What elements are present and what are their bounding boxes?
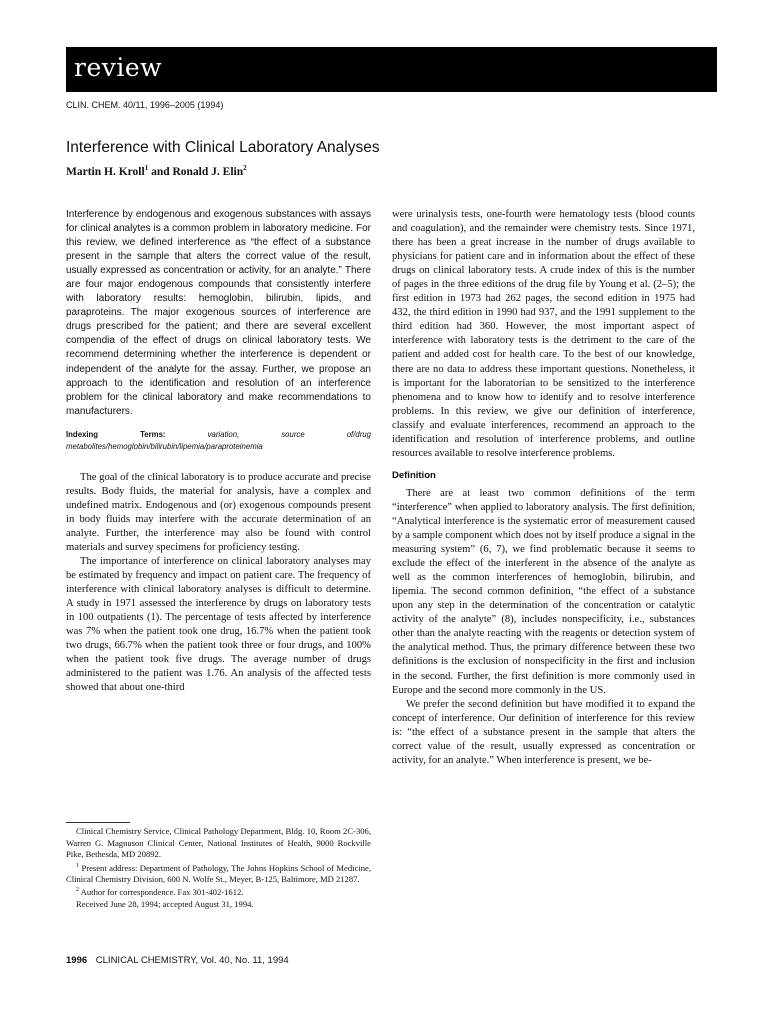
section-band bbox=[66, 47, 717, 92]
indexing-values: variation, source of/drug metabolites/hemoglobin/bilirubin/lipemia/paraproteinemia bbox=[66, 429, 371, 451]
right-column bbox=[392, 208, 695, 768]
body-paragraph: There are at least two common definitions of the term “interference” when applied to laboratory analysis. The first definition, “Analytical interference is the systematic error of measurement caused by a sample component which does not by itself produce a signal in the measuring system” (6, 7), we find problematic because it seems to exclude the effect of the interferent in the absence of the analyte as well as the common interferences of hemoglobin, bilirubin, and lipemia. The second common definition, “the effect of a substance upon any step in the determination of the concentration or catalytic activity of the analyte” (8), includes nonspecificity, i.e., substances other than the analyte reacting with the reagents or detection system of the analytical method. Thus, the primary difference between these two definitions is the exclusion of nonspecificity in the first and inclusion in the second. Further, the first definition is more commonly used in Europe and the second more commonly in the US. bbox=[392, 487, 695, 696]
body-paragraph: The goal of the clinical laboratory is to produce accurate and precise results. Body fluids, the material for analysis, have a complex and undefined matrix. Endogenous and (or) exogenous compounds present in body fluids may interfere with the accurate determination of an analyte. Further, the interference may also be found with control materials and survey specimens for proficiency testing. bbox=[66, 471, 371, 553]
footnote-mark: 2 bbox=[243, 164, 247, 172]
affiliation-note: Clinical Chemistry Service, Clinical Pathology Department, Bldg. 10, Room 2C-306, Warren G. Magnuson Clinical Center, National Institutes of Health, 9000 Rockville Pike, Bethesda, MD 20892. bbox=[66, 826, 371, 859]
page-number: 1996 bbox=[66, 955, 88, 966]
body-paragraph: The importance of interference on clinical laboratory analyses may be estimated by frequency and impact on patient care. The frequency of interference with clinical laboratory analyses is difficult to determine. A study in 1971 assessed the interference by drugs on laboratory tests in 100 outpatients (1). The percentage of tests affected by interference was 7% when the patient took one drug, 16.7% when the patient took two drugs, 66.7% when the patient took three or four drugs, and 100% when the patient took five drugs. The average number of drugs administered to the patient was 1.76. An analysis of the affected tests showed that about one-third bbox=[66, 555, 371, 694]
received-date: Received June 28, 1994; accepted August 31, 1994. bbox=[76, 898, 254, 909]
page-footer bbox=[66, 955, 289, 966]
left-column bbox=[66, 208, 371, 695]
article-title: Interference with Clinical Laboratory Analyses bbox=[66, 139, 380, 156]
section-heading: Definition bbox=[392, 469, 436, 481]
section-label: review bbox=[74, 53, 163, 82]
footnote: $^1$ Present address: Department of Pathology, The Johns Hopkins School of Medicine, Clinical Chemistry Division, 600 N. Wolfe St., Meyer, B-125, Baltimore, MD 21287. bbox=[66, 862, 371, 884]
journal-citation: CLIN. CHEM. 40/11, 1996–2005 (1994) bbox=[66, 100, 224, 110]
indexing-terms bbox=[66, 429, 371, 453]
author-name: Ronald J. Elin bbox=[172, 165, 244, 178]
footnotes bbox=[66, 822, 371, 910]
body-paragraph: We prefer the second definition but have modified it to expand the concept of interference. Our definition of interference for this review is: “the effect of a substance present in the sample that alters the correct value of the result, usually expressed as concentration or activity, for an analyte.” When interference is present, we be- bbox=[392, 698, 695, 766]
footnote-rule bbox=[66, 822, 130, 823]
journal-name: CLINICAL CHEMISTRY, Vol. 40, No. 11, 1994 bbox=[95, 955, 289, 966]
footnote-mark: 1 bbox=[144, 164, 149, 172]
footnote-mark: 1 bbox=[76, 862, 79, 869]
indexing-label: Indexing Terms: bbox=[66, 429, 166, 439]
footnote: $^2$ Author for correspondence. Fax 301-402-1612. bbox=[76, 887, 244, 898]
author-line bbox=[66, 164, 247, 178]
author-name: Martin H. Kroll bbox=[66, 165, 145, 178]
author-joiner: and bbox=[148, 165, 173, 178]
abstract: Interference by endogenous and exogenous substances with assays for clinical analytes is a common problem in laboratory medicine. For this review, we defined interference as “the effect of a substance present in the sample that alters the correct value of the result, usually expressed as concentration or activity, for an analyte.” There are four major endogenous compounds that consistently interfere with laboratory results: hemoglobin, bilirubin, lipids, and paraproteins. The major exogenous sources of interference are drugs prescribed for the patient; and there are several excellent compendia of the effect of drugs on clinical laboratory tests. We recommend determining whether the interference is dependent or independent of the analyte for the assay. Further, we propose an approach to the identification and resolution of an interference problem for the clinical laboratory and make recommendations to manufacturers. bbox=[66, 209, 371, 417]
body-paragraph: were urinalysis tests, one-fourth were hematology tests (blood counts and coagulation), and the remainder were chemistry tests. Since 1971, there has been a great increase in the number of drugs available to physicians for patient care and in information about the effect of these drugs on clinical laboratory tests. A crude index of this is the number of pages in the three editions of the drug file by Young et al. (2–5); the first edition in 1973 had 262 pages, the second edition in 1975 had 432, the third edition in 1990 had 937, and the 1991 supplement to the third edition had 360. However, the most important aspect of interference with laboratory tests is the detriment to the care of the patient and added cost for health care. To the best of our knowledge, there are no data to address these important questions. Nonetheless, it is important for the laboratorian to be sensitized to the interference phenomena and to know how to identify and to resolve interference problems. In this review, we give our definition of interference, classify and evaluate interferences, recommend an approach to the identification and resolution of interference problems, and outline resources available to resolve interference problems. bbox=[392, 209, 695, 459]
footnote-mark: 2 bbox=[76, 887, 79, 894]
